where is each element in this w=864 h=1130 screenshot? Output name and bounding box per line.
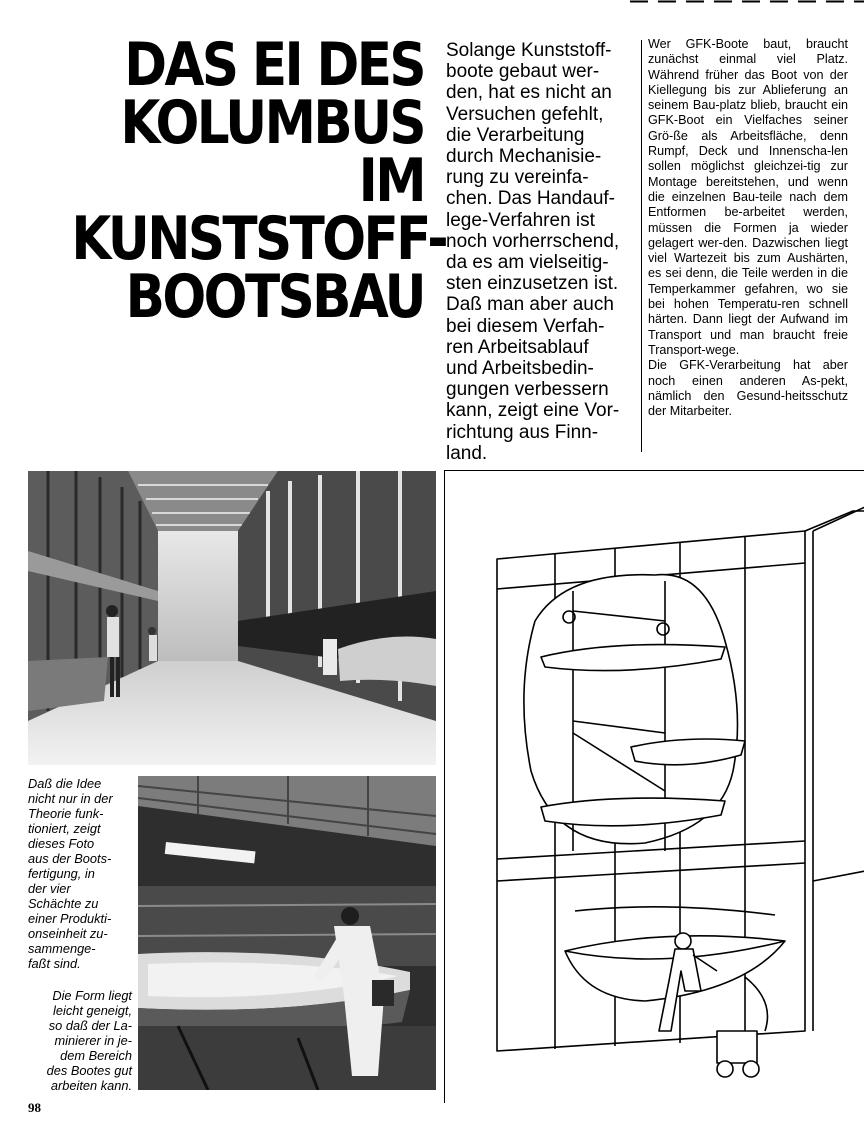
column-rule bbox=[641, 40, 642, 452]
headline: DAS EI DES KOLUMBUS IM KUNSTSTOFF- BOOTSBAU bbox=[71, 30, 447, 332]
body-text: Wer GFK-Boote baut, braucht zunächst einmal viel Platz. Während früher das Boot von der Kiellegung bis zur Ablieferung an seinem Bau-platz blieb, braucht ein GFK-Boot ein Vielfaches seiner Grö-ße als Arbeitsfläche, denn Rumpf, Deck und Innenscha-len sollen möglichst gleichzei-tig zur Montage bereitstehen, und wenn die einzelnen Bau-teile nach dem Entformen be-arbeitet werden, müssen die Formen ja wieder gelagert wer-den. Dazwischen liegt viel Wartezeit bis zum Aushärten, es sei denn, die Teile werden in die Temperkammer gefahren, wo sie bei hohen Temperatu-ren schnell härten. Dann liegt der Aufwand im Transport und man braucht freie Transport-wege. Die GFK-Verarbeitung hat aber noch einen anderen As-pekt, nämlich den Gesund-heitsschutz der Mitarbeiter. bbox=[648, 37, 848, 419]
photo-caption: Daß die Idee nicht nur in der Theorie funk- tioniert, zeigt dieses Foto aus der Boots- fertigung, in der vier Schächte zu einer Produkti- onseinheit zu- sammenge- faßt sind. bbox=[28, 776, 113, 971]
photo-mould-laminating bbox=[138, 776, 436, 1090]
lead-paragraph: Solange Kunststoff- boote gebaut wer- den, hat es nicht an Versuchen gefehlt, die Verarbeitung durch Mechanisie- rung zu vereinfa- chen. Das Handauf- lege-Verfahren ist noch vorherrschend, da es am vielseitig- sten einzusetzen ist. Daß man aber auch bei diesem Verfah- ren Arbeitsablauf und Arbeitsbedin- gungen verbessern kann, zeigt eine Vor- richtung aus Finn- land. bbox=[446, 40, 620, 464]
photo-production-hall bbox=[28, 471, 436, 765]
mould-caption: Die Form liegt leicht geneigt, so daß der La- minierer in je- dem Bereich des Bootes gut arbeiten kann. bbox=[46, 988, 132, 1093]
illustration-production-shaft bbox=[444, 470, 864, 1103]
page-number: 98 bbox=[28, 1100, 41, 1115]
top-dash-rule bbox=[630, 0, 864, 3]
